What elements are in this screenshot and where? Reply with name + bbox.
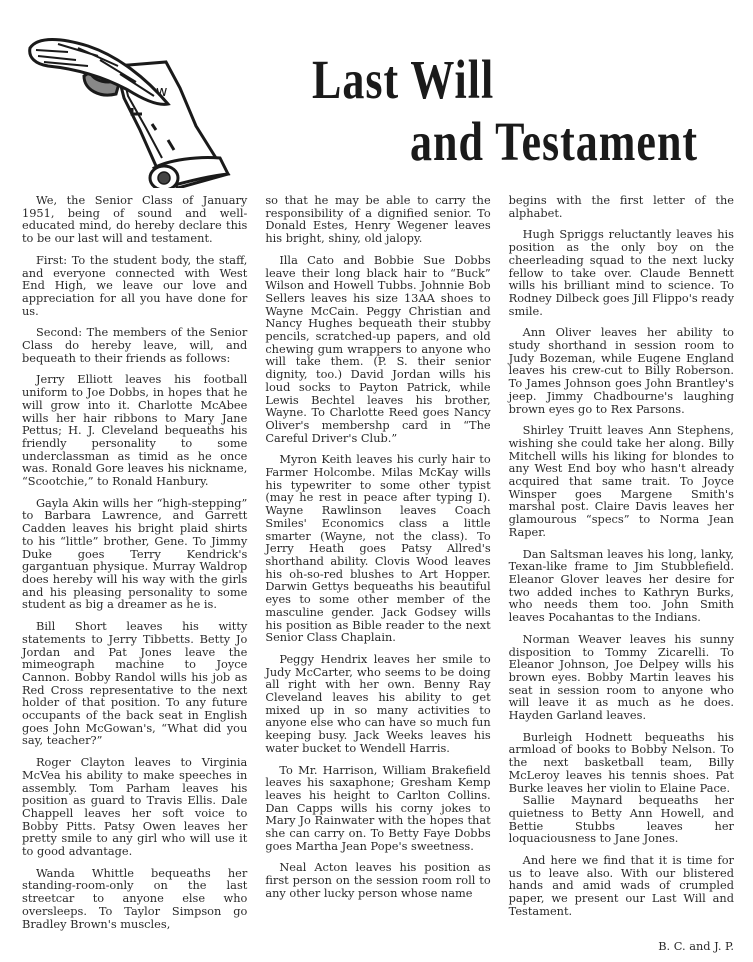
paragraph: We, the Senior Class of January 1951, being of sound and well-educated mind, do hereby declare this to be our last will and testament. — [22, 193, 248, 246]
paragraph: begins with the first letter of the alphabet. — [508, 193, 734, 220]
column-2 — [265, 194, 490, 954]
paragraph: Shirley Truitt leaves Ann Stephens, wishing she could take her along. Billy Mitchell wills his liking for blondes to any West End boy who hasn't already acquired that same trait. To Joyce Winsper goes Margene Smith's marshal post. Claire Davis leaves her glamourous “specs” to Norma Jean Raper. — [508, 423, 734, 539]
article-body — [22, 194, 734, 954]
paragraph: Neal Acton leaves his position as first person on the session room roll to any other lucky person whose name — [265, 860, 491, 900]
paragraph: Dan Saltsman leaves his long, lanky, Texan-like frame to Jim Stubblefield. Eleanor Glover leaves her desire for two added inches to Kathryn Burks, who needs them too. John Smith leaves Pocahantas to the Indians. — [508, 546, 734, 625]
article-header — [0, 0, 753, 190]
paragraph: To Mr. Harrison, William Brakefield leaves his saxaphone; Gresham Kemp leaves his height to Carlton Collins. Dan Capps wills his corny jokes to Mary Jo Rainwater with the hopes that she can carry on. To Betty Faye Dobbs goes Martha Jean Pope's sweetness. — [265, 762, 491, 853]
svg-text:w: w — [156, 84, 168, 100]
paragraph: so that he may be able to carry the responsibility of a dignified senior. To Donald Estes, Henry Wegener leaves his bright, shiny, old jalopy. — [265, 193, 491, 246]
column-3 — [509, 194, 734, 954]
paragraph: Jerry Elliott leaves his football uniform to Joe Dobbs, in hopes that he will grow into it. Charlotte McAbee wills her hair ribbons to Mary Jane Pettus; H. J. Cleveland bequeaths his friendly personality to some underclassman as timid as he once was. Ronald Gore leaves his nickname, “Scootchie,” to Ronald Hanbury. — [22, 372, 248, 489]
paragraph: Burleigh Hodnett bequeaths his armload of books to Bobby Nelson. To the next basketball team, Billy McLeroy leaves his tennis shoes. Pat Burke leaves her violin to Elaine Pace. — [508, 729, 734, 795]
paragraph: Ann Oliver leaves her ability to study shorthand in session room to Judy Bozeman, while Eugene England leaves his crew-cut to Billy Roberson. To James Johnson goes John Brantley's jeep. Jimmy Chadbourne's laughing brown eyes go to Rex Parsons. — [508, 325, 734, 416]
paragraph: Second: The members of the Senior Class do hereby leave, will, and bequeath to their friends as follows: — [22, 325, 248, 365]
paragraph: Wanda Whittle bequeaths her standing-room-only on the last streetcar to anyone else who oversleeps. To Taylor Simpson go Bradley Brown's muscles, — [22, 865, 248, 931]
paragraph: Gayla Akin wills her “high-stepping” to Barbara Lawrence, and Garrett Cadden leaves his bright plaid shirts to his “little” brother, Gene. To Jimmy Duke goes Terry Kendrick's gargantuan physique. Murray Waldrop does hereby will his way with the girls and his pleasing personality to some student as big a dreamer as he is. — [22, 495, 248, 612]
paragraph: Roger Clayton leaves to Virginia McVea his ability to make speeches in assembly. Tom Parham leaves his position as guard to Travis Ellis. Dale Chappell leaves her soft voice to Bobby Pitts. Patsy Owen leaves her pretty smile to any girl who will use it to good advantage. — [22, 755, 248, 859]
paragraph: Sallie Maynard bequeaths her quietness to Betty Ann Howell, and Bettie Stubbs leaves her loquaciousness to Jane Jones. — [508, 793, 734, 846]
signature: B. C. and J. P. — [658, 938, 734, 953]
paragraph: Myron Keith leaves his curly hair to Farmer Holcombe. Milas McKay wills his typewriter to some other typist (may he rest in peace after typing I). Wayne Rawlinson leaves Coach Smiles' Economics class a little smarter (Wayne, not the class). To Jerry Heath goes Patsy Allred's shorthand ability. Clovis Wood leaves his oh-so-red blushes to Art Hopper. Darwin Gettys bequeaths his beautiful eyes to some other member of the masculine gender. Jack Godsey wills his position as Bible reader to the next Senior Class Chaplain. — [265, 452, 491, 645]
paragraph: First: To the student body, the staff, and everyone connected with West End High, we leave our love and appreciation for all you have done for us. — [22, 252, 248, 318]
column-1 — [22, 194, 247, 954]
title-line-2: and Testament — [410, 111, 699, 173]
paragraph: Illa Cato and Bobbie Sue Dobbs leave their long black hair to “Buck” Wilson and Howell Tubbs. Johnnie Bob Sellers leaves his size 13AA shoes to Wayne McCain. Peggy Christian and Nancy Hughes bequeath their stubby pencils, scratched-up papers, and old chewing gum wrappers to anyone who will take them. (P. S. their senior dignity, too.) David Jordan wills his loud socks to Payton Patrick, while Lewis Bechtel leaves his brother, Wayne. To Charlotte Reed goes Nancy Oliver's membershp card in “The Careful Driver's Club.” — [265, 252, 491, 445]
paragraph: And here we find that it is time for us to leave also. With our blistered hands and amid wads of crumpled paper, we present our Last Will and Testament. — [508, 853, 734, 918]
paragraph: Bill Short leaves his witty statements to Jerry Tibbetts. Betty Jo Jordan and Pat Jones leave the mimeograph machine to Joyce Cannon. Bobby Randol wills his job as Red Cross representative to the next holder of that position. To any future occupants of the back seat in English goes John McGowan's, “What did you say, teacher?” — [22, 619, 248, 748]
paragraph: Peggy Hendrix leaves her smile to Judy McCarter, who seems to be doing all right with her own. Benny Ray Cleveland leaves his ability to get mixed up in so many activities to anyone else who can have so much fun keeping busy. Jack Weeks leaves his water bucket to Wendell Harris. — [265, 651, 491, 755]
paragraph: Norman Weaver leaves his sunny disposition to Tommy Zicarelli. To Eleanor Johnson, Joe Delpey wills his brown eyes. Bobby Martin leaves his seat in session room to anyone who will leave it as much as he does. Hayden Garland leaves. — [508, 631, 734, 723]
title-line-1: Last Will — [312, 49, 495, 111]
paragraph: Hugh Spriggs reluctantly leaves his position as the only boy on the cheerleading squad to the next lucky fellow to take over. Claude Bennett wills his brilliant mind to science. To Rodney Dilbeck goes Jill Flippo's ready smile. — [508, 227, 734, 318]
quill-and-scroll-icon — [28, 18, 298, 188]
